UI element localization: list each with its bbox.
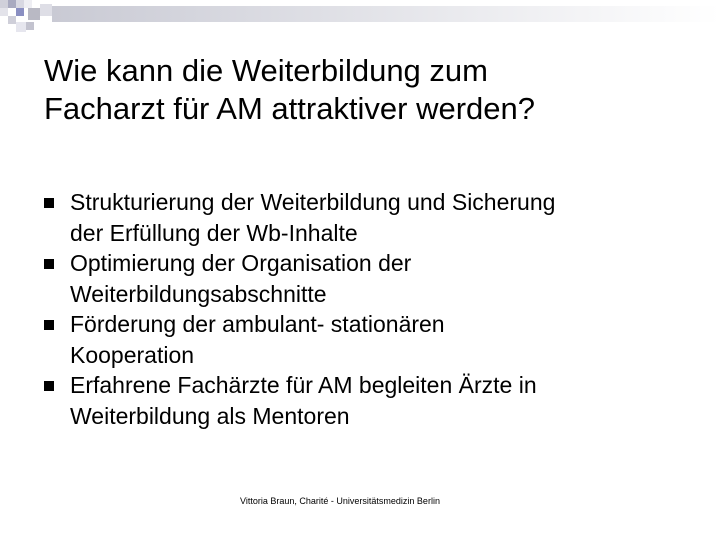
slide-title-line-1: Wie kann die Weiterbildung zum [44,53,488,88]
bullet-text-line-1: Förderung der ambulant- stationären [70,311,445,337]
square-bullet-icon [44,381,54,391]
bullet-text-line-2: der Erfüllung der Wb-Inhalte [70,219,358,246]
slide-title-line-2: Facharzt für AM attraktiver werden? [44,91,536,126]
bullet-text-line-1: Optimierung der Organisation der [70,250,412,276]
square-bullet-icon [44,198,54,208]
slide-title [44,52,684,128]
header-decoration [0,0,720,40]
slide-footer: Vittoria Braun, Charité - Universitätsmedizin Berlin [240,496,440,506]
bullet-item [44,248,684,309]
bullet-item [44,309,684,370]
bullet-text-line-2: Weiterbildungsabschnitte [70,280,327,307]
bullet-item [44,187,684,248]
bullet-list [44,187,684,431]
square-bullet-icon [44,320,54,330]
bullet-text-line-1: Strukturierung der Weiterbildung und Sicherung [70,189,556,215]
square-bullet-icon [44,259,54,269]
bullet-text-line-2: Weiterbildung als Mentoren [70,402,350,429]
bullet-text-line-1: Erfahrene Fachärzte für AM begleiten Ärzte in [70,372,537,398]
bullet-text-line-2: Kooperation [70,341,195,368]
bullet-item [44,370,684,431]
